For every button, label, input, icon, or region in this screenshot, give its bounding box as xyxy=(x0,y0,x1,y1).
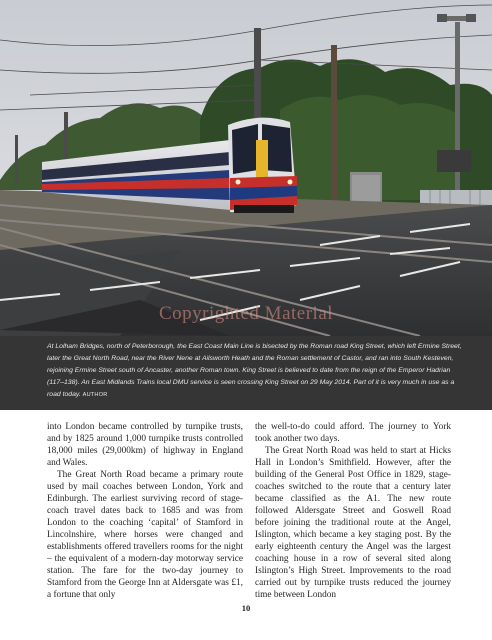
caption-credit: AUTHOR xyxy=(82,392,108,398)
left-paragraph-1: into London became controlled by turnpike trusts, and by 1825 around 1,000 turnpike trusts controlled 18,000 miles (29,000km) of highway in England and Wales. xyxy=(47,422,243,468)
photo-caption xyxy=(47,341,467,401)
caption-text: At Lolham Bridges, north of Peterborough, the East Coast Main Line is bisected by the Roman road King Street, which left Ermine Street, later the Great North Road, near the River Nene at Ailsworth Heath and the Roman settlement of Castor, and ran into South Kesteven, rejoining Ermine Street south of Ancaster, another Roman town. King Street is believed to date from the reign of the Emperor Hadrian (117–138). An East Midlands Trains local DMU service is seen crossing King Street on 29 May 2014. Part of it is very much in use as a road today. xyxy=(47,343,462,398)
body-column-right xyxy=(255,421,451,601)
watermark: Copyrighted Material xyxy=(158,303,334,324)
right-paragraph-2: The Great North Road was held to start at Hicks Hall in London’s Smithfield. However, after the building of the General Post Office in 1829, stage-coaches switched to the route that a century later became classified as the A1. The new route followed Aldersgate Street and Goswell Road before joining the traditional route at the Angel, Islington, which became a key staging post. By the early eighteenth century the Angel was the largest coaching house in a row of several sited along Islington’s High Street. Improvements to the road carried out by turnpike trusts reduced the journey time between London xyxy=(255,446,451,600)
page-number: 10 xyxy=(241,603,251,613)
left-paragraph-2: The Great North Road became a primary route used by mail coaches between London, York and Edinburgh. The earliest surviving record of stage-coach travel dates back to 1685 and was from London to the coaching ‘capital’ of Stamford in Lincolnshire, where horses were changed and establishments offered travellers rooms for the night – the equivalent of a modern-day motorway service station. The fare for the two-day journey to Stamford from the George Inn at Aldersgate was £1, a fortune that only xyxy=(47,470,243,600)
body-column-left xyxy=(47,421,243,601)
right-paragraph-1: the well-to-do could afford. The journey to York took another two days. xyxy=(255,422,451,444)
